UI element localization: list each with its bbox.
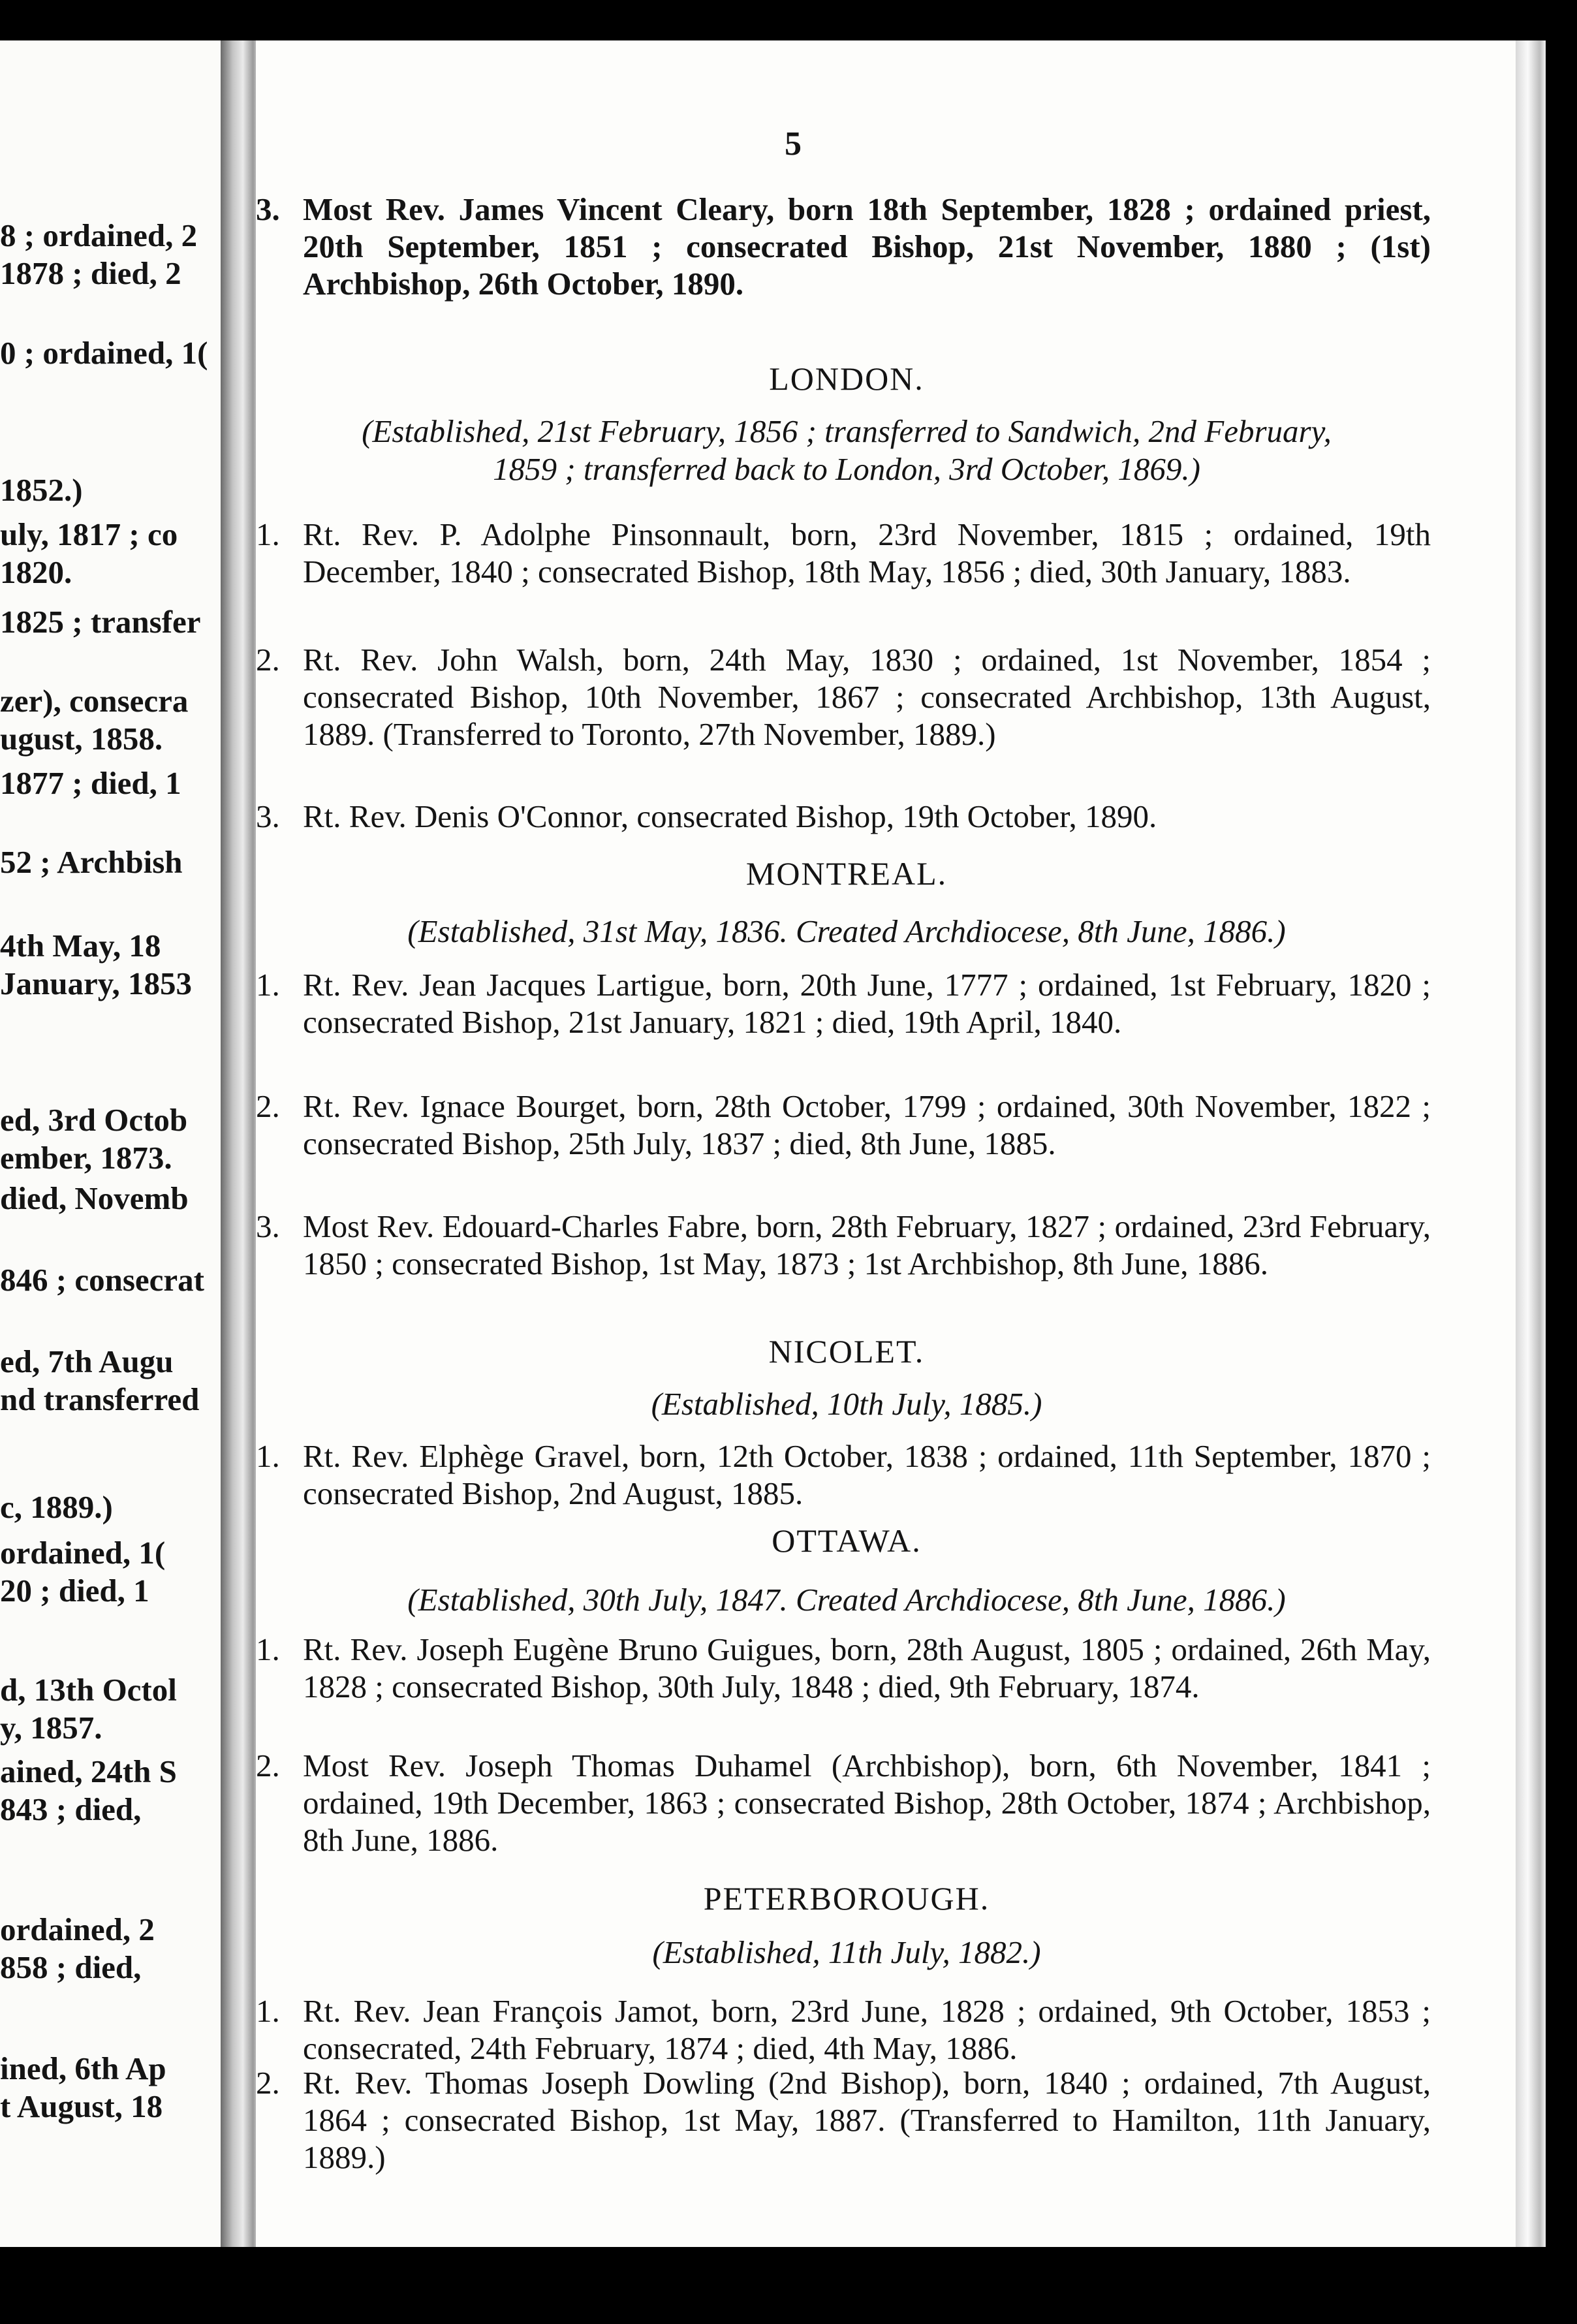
book-gutter xyxy=(221,40,261,2247)
fragment-line: ordained, 2 xyxy=(0,1911,155,1947)
list-item xyxy=(256,1437,1431,1512)
fragment-line: ed, 3rd Octob xyxy=(0,1102,188,1138)
fragment-line: 1852.) xyxy=(0,472,83,508)
fragment-line: uly, 1817 ; co xyxy=(0,516,178,552)
fragment-line: January, 1853 xyxy=(0,966,193,1001)
list-item xyxy=(256,191,1431,302)
entry-text: Rt. Rev. John Walsh, born, 24th May, 1830 ; ordained, 1st November, 1854 ; consecrated Bishop, 10th November, 1867 ; consecrated Archbishop, 13th August, 1889. (Transferred to Toronto, 27th November, 1889.) xyxy=(303,642,1431,752)
entry-number: 1. xyxy=(256,967,280,1003)
fragment-line: 20 ; died, 1 xyxy=(0,1573,149,1609)
fragment-line: ained, 24th S xyxy=(0,1753,177,1789)
entry-number: 1. xyxy=(256,516,280,552)
fragment-line: zer), consecra xyxy=(0,683,189,719)
establishment-note: (Established, 11th July, 1882.) xyxy=(652,1934,1041,1970)
entry-number: 2. xyxy=(256,1088,280,1124)
entry-number: 3. xyxy=(256,798,280,834)
fragment-line: ed, 7th Augu xyxy=(0,1343,174,1379)
entry-text: Rt. Rev. Ignace Bourget, born, 28th October, 1799 ; ordained, 30th November, 1822 ; consecrated Bishop, 25th July, 1837 ; died, 8th June, 1885. xyxy=(303,1088,1431,1161)
section-heading-london: LONDON. xyxy=(769,360,924,397)
fragment-line: t August, 18 xyxy=(0,2088,163,2124)
entry-text: Rt. Rev. Jean François Jamot, born, 23rd June, 1828 ; ordained, 9th October, 1853 ; consecrated, 24th February, 1874 ; died, 4th May, 1886. xyxy=(303,1993,1431,2066)
list-item xyxy=(256,1208,1431,1282)
establishment-note-continued: 1859 ; transferred back to London, 3rd October, 1869.) xyxy=(493,451,1200,487)
entry-text: Rt. Rev. Joseph Eugène Bruno Guigues, born, 28th August, 1805 ; ordained, 26th May, 1828 ; consecrated Bishop, 30th July, 1848 ; died, 9th February, 1874. xyxy=(303,1631,1431,1704)
facing-page-fragment xyxy=(0,40,235,2247)
fragment-line: 1877 ; died, 1 xyxy=(0,765,181,801)
establishment-note: (Established, 10th July, 1885.) xyxy=(651,1386,1042,1422)
list-item xyxy=(256,1088,1431,1162)
fragment-line: 1825 ; transfer xyxy=(0,604,201,640)
fragment-line: ugust, 1858. xyxy=(0,721,163,757)
entry-number: 2. xyxy=(256,642,280,678)
entry-text: Rt. Rev. P. Adolphe Pinsonnault, born, 23rd November, 1815 ; ordained, 19th December, 1840 ; consecrated Bishop, 18th May, 1856 ; died, 30th January, 1883. xyxy=(303,516,1431,589)
entry-number: 2. xyxy=(256,1748,280,1783)
entry-number: 2. xyxy=(256,2065,280,2101)
fragment-line: 1878 ; died, 2 xyxy=(0,255,181,291)
entry-text: Rt. Rev. Denis O'Connor, consecrated Bishop, 19th October, 1890. xyxy=(303,798,1157,834)
list-item xyxy=(256,1631,1431,1705)
fragment-line: 4th May, 18 xyxy=(0,928,161,964)
entry-text: Rt. Rev. Thomas Joseph Dowling (2nd Bishop), born, 1840 ; ordained, 7th August, 1864 ; consecrated Bishop, 1st May, 1887. (Transferred to Hamilton, 11th January, 1889.) xyxy=(303,2065,1431,2175)
fragment-line: 8 ; ordained, 2 xyxy=(0,217,198,253)
entry-number: 1. xyxy=(256,1993,280,2029)
fragment-line: 0 ; ordained, 1( xyxy=(0,335,208,371)
list-item xyxy=(256,2064,1431,2176)
entry-number: 3. xyxy=(256,1208,280,1244)
entry-number: 3. xyxy=(256,191,280,227)
fragment-line: ordained, 1( xyxy=(0,1535,166,1571)
page-edge xyxy=(1516,40,1546,2247)
fragment-line: c, 1889.) xyxy=(0,1489,113,1525)
fragment-line: ember, 1873. xyxy=(0,1140,172,1176)
list-item xyxy=(256,641,1431,753)
list-item xyxy=(256,516,1431,590)
fragment-line: died, Novemb xyxy=(0,1180,189,1216)
fragment-line: nd transferred xyxy=(0,1381,200,1417)
fragment-line: 858 ; died, xyxy=(0,1949,142,1985)
section-heading-montreal: MONTREAL. xyxy=(745,855,948,892)
entry-number: 1. xyxy=(256,1631,280,1667)
entry-text: Most Rev. Edouard-Charles Fabre, born, 28th February, 1827 ; ordained, 23rd February, 1850 ; consecrated Bishop, 1st May, 1873 ; 1st Archbishop, 8th June, 1886. xyxy=(303,1208,1431,1281)
entry-number: 1. xyxy=(256,1438,280,1474)
fragment-line: 1820. xyxy=(0,554,72,590)
list-item xyxy=(256,798,1431,835)
list-item xyxy=(256,966,1431,1041)
list-item xyxy=(256,1992,1431,2067)
entry-text: Most Rev. James Vincent Cleary, born 18th September, 1828 ; ordained priest, 20th September, 1851 ; consecrated Bishop, 21st November, 1880 ; (1st) Archbishop, 26th October, 1890. xyxy=(303,191,1431,302)
section-heading-peterborough: PETERBOROUGH. xyxy=(703,1880,990,1917)
establishment-note: (Established, 21st February, 1856 ; transferred to Sandwich, 2nd February, xyxy=(362,413,1332,449)
fragment-line: ined, 6th Ap xyxy=(0,2050,166,2086)
entry-text: Rt. Rev. Elphège Gravel, born, 12th October, 1838 ; ordained, 11th September, 1870 ; consecrated Bishop, 2nd August, 1885. xyxy=(303,1438,1431,1511)
section-heading-ottawa: OTTAWA. xyxy=(772,1522,922,1559)
main-page xyxy=(256,40,1516,2247)
entry-text: Most Rev. Joseph Thomas Duhamel (Archbishop), born, 6th November, 1841 ; ordained, 19th December, 1863 ; consecrated Bishop, 28th October, 1874 ; Archbishop, 8th June, 1886. xyxy=(303,1748,1431,1858)
entry-text: Rt. Rev. Jean Jacques Lartigue, born, 20th June, 1777 ; ordained, 1st February, 1820 ; consecrated Bishop, 21st January, 1821 ; died, 19th April, 1840. xyxy=(303,967,1431,1040)
page-number: 5 xyxy=(785,125,802,163)
fragment-line: y, 1857. xyxy=(0,1710,102,1746)
section-heading-nicolet: NICOLET. xyxy=(768,1333,925,1370)
fragment-line: 846 ; consecrat xyxy=(0,1262,204,1298)
fragment-line: d, 13th Octol xyxy=(0,1672,177,1708)
establishment-note: (Established, 30th July, 1847. Created Archdiocese, 8th June, 1886.) xyxy=(407,1582,1286,1618)
fragment-line: 843 ; died, xyxy=(0,1791,142,1827)
list-item xyxy=(256,1747,1431,1859)
fragment-line: 52 ; Archbish xyxy=(0,844,183,880)
establishment-note: (Established, 31st May, 1836. Created Archdiocese, 8th June, 1886.) xyxy=(407,913,1286,949)
